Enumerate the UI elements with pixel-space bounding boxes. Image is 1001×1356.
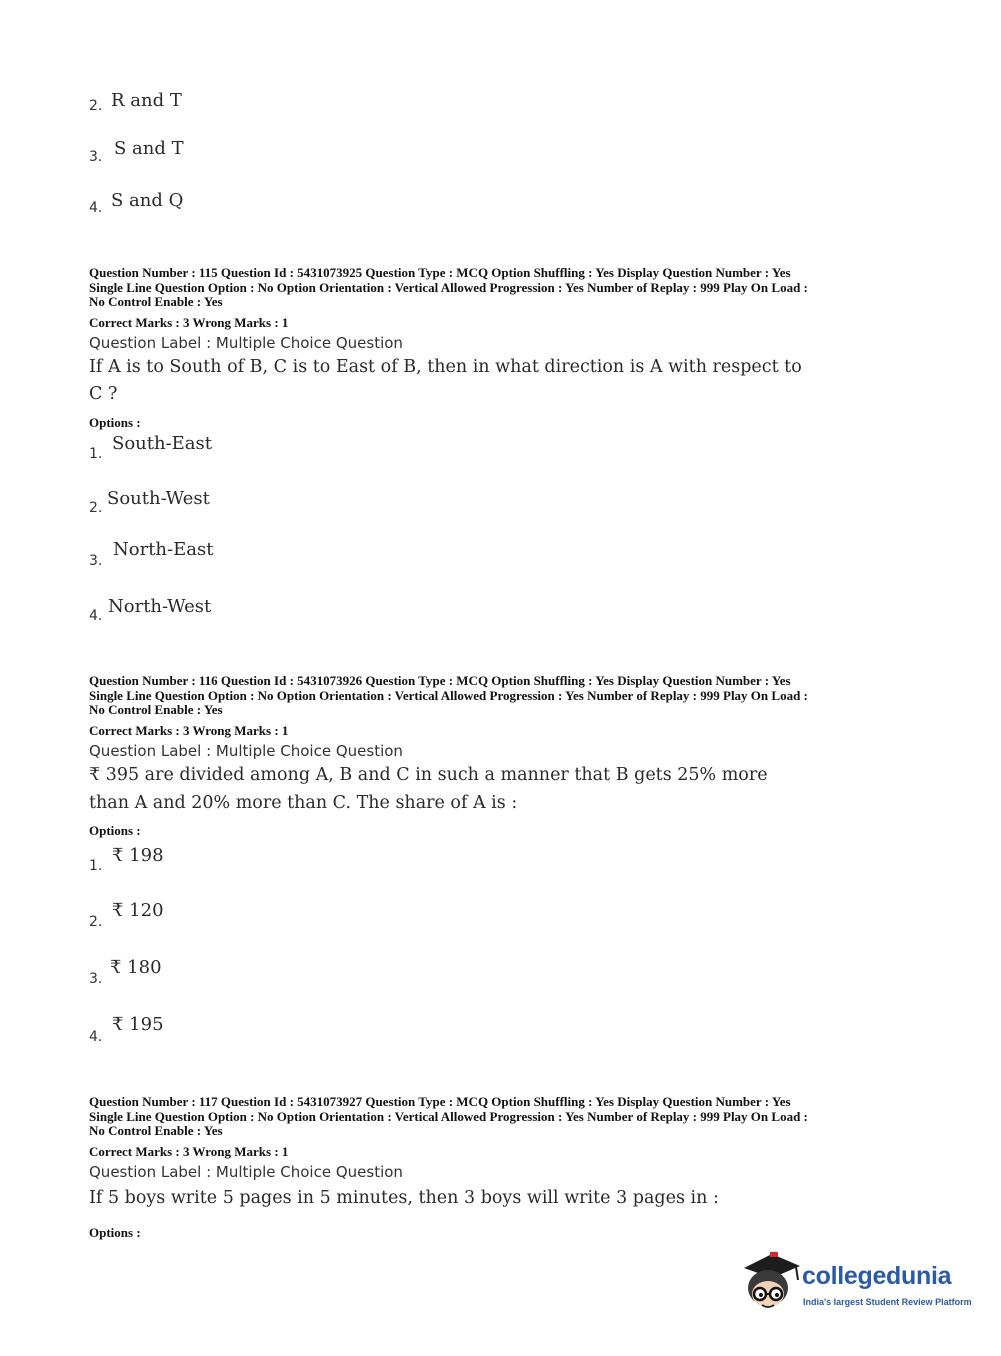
meta-line: Single Line Question Option : No Option Orientation : Vertical Allowed Progression : Yes Number of Replay : 999 Play On Load : [89, 687, 808, 703]
logo-brand-text: collegedunia [802, 1262, 952, 1290]
question-117-label: Question Label : Multiple Choice Question [89, 1163, 403, 1181]
question-115-marks: Correct Marks : 3 Wrong Marks : 1 [89, 315, 289, 330]
option-text: S and Q [111, 190, 184, 211]
question-115-text-line1: If A is to South of B, C is to East of B, then in what direction is A with respect to [89, 357, 802, 377]
option-text: ₹ 195 [112, 1014, 164, 1035]
meta-line: No Control Enable : Yes [89, 294, 223, 309]
option-text: ₹ 198 [112, 845, 164, 866]
meta-line: No Control Enable : Yes [89, 1123, 223, 1138]
option-number: 4. [89, 608, 103, 624]
logo-tagline: India's largest Student Review Platform [803, 1297, 972, 1307]
option-text: ₹ 180 [110, 957, 162, 978]
meta-line: No Control Enable : Yes [89, 702, 223, 717]
option-number: 2. [89, 500, 103, 516]
question-115-options-heading: Options : [89, 415, 141, 430]
prev-option-4[interactable] [89, 190, 489, 230]
option-number: 2. [89, 914, 103, 930]
prev-option-2[interactable] [89, 90, 489, 130]
option-text: North-West [108, 596, 212, 617]
option-text: North-East [113, 539, 214, 560]
option-number: 3. [89, 971, 103, 987]
question-117-meta [89, 1095, 919, 1139]
question-115-label: Question Label : Multiple Choice Question [89, 334, 403, 352]
option-number: 2. [89, 98, 103, 114]
option-text: R and T [111, 90, 182, 111]
q115-option-1[interactable] [89, 433, 489, 473]
question-116-label: Question Label : Multiple Choice Question [89, 742, 403, 760]
meta-line: Single Line Question Option : No Option Orientation : Vertical Allowed Progression : Yes Number of Replay : 999 Play On Load : [89, 1108, 808, 1124]
q116-option-3[interactable] [89, 957, 489, 997]
q115-option-3[interactable] [89, 539, 489, 579]
prev-option-3[interactable] [89, 138, 489, 178]
option-text: S and T [114, 138, 184, 159]
mascot-icon [740, 1250, 804, 1320]
option-text: South-West [107, 488, 210, 509]
question-117-text-line1: If 5 boys write 5 pages in 5 minutes, then 3 boys will write 3 pages in : [89, 1188, 719, 1208]
option-number: 3. [89, 149, 103, 165]
collegedunia-logo[interactable] [740, 1250, 980, 1320]
meta-line: Question Number : 116 Question Id : 5431073926 Question Type : MCQ Option Shuffling : Yes Display Question Number : Yes [89, 673, 791, 688]
question-117-options-heading: Options : [89, 1225, 141, 1240]
question-117-marks: Correct Marks : 3 Wrong Marks : 1 [89, 1144, 289, 1159]
option-number: 4. [89, 200, 103, 216]
option-text: South-East [112, 433, 213, 454]
question-116-options-heading: Options : [89, 823, 141, 838]
q116-option-2[interactable] [89, 900, 489, 940]
meta-line: Question Number : 115 Question Id : 5431073925 Question Type : MCQ Option Shuffling : Yes Display Question Number : Yes [89, 265, 791, 280]
question-116-text-line1: ₹ 395 are divided among A, B and C in such a manner that B gets 25% more [89, 765, 768, 785]
meta-line: Question Number : 117 Question Id : 5431073927 Question Type : MCQ Option Shuffling : Yes Display Question Number : Yes [89, 1094, 791, 1109]
meta-line: Single Line Question Option : No Option Orientation : Vertical Allowed Progression : Yes Number of Replay : 999 Play On Load : [89, 279, 808, 295]
q115-option-2[interactable] [89, 488, 489, 528]
option-number: 3. [89, 553, 103, 569]
option-number: 4. [89, 1029, 103, 1045]
q116-option-1[interactable] [89, 845, 489, 885]
option-number: 1. [89, 446, 103, 462]
question-116-text-line2: than A and 20% more than C. The share of A is : [89, 793, 518, 813]
q115-option-4[interactable] [89, 596, 489, 636]
question-116-meta [89, 674, 919, 718]
option-text: ₹ 120 [112, 900, 164, 921]
question-115-text-line2: C ? [89, 384, 118, 404]
q116-option-4[interactable] [89, 1014, 489, 1054]
question-115-meta [89, 266, 919, 310]
question-116-marks: Correct Marks : 3 Wrong Marks : 1 [89, 723, 289, 738]
option-number: 1. [89, 858, 103, 874]
